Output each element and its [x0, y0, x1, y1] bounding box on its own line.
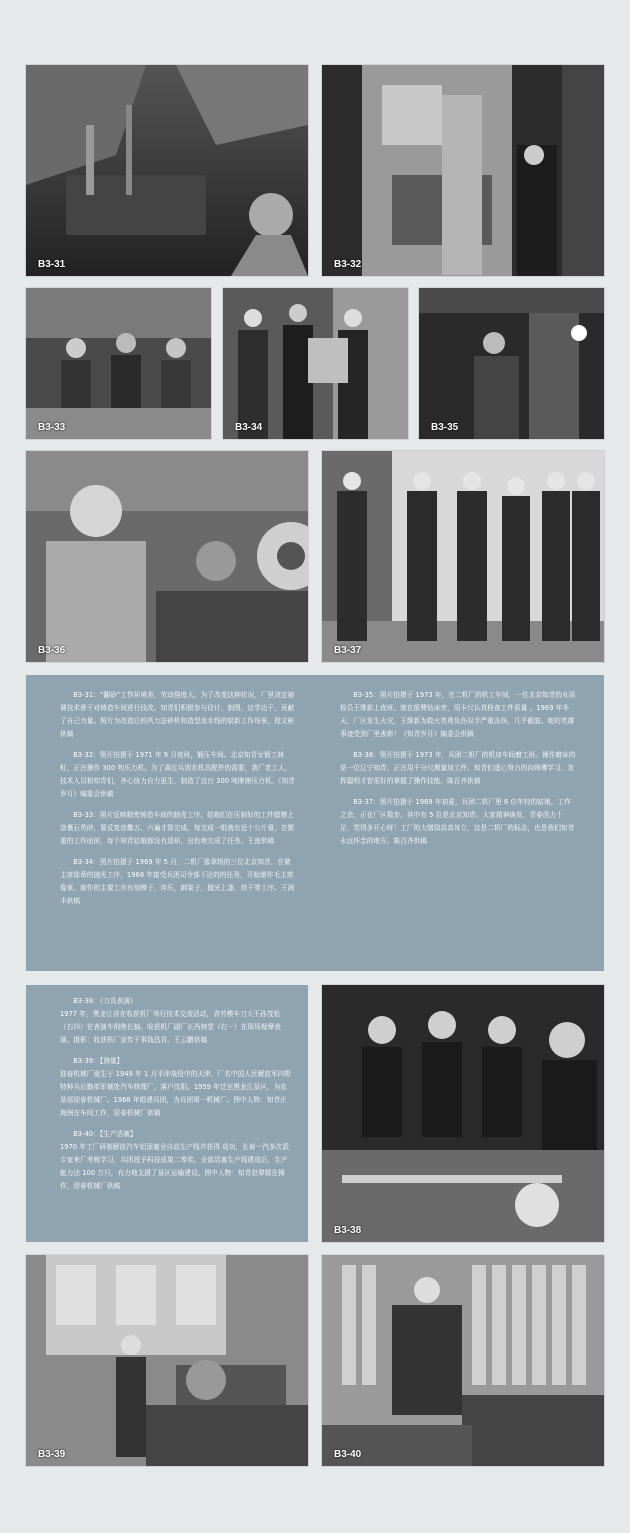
- badge-workers-image: [223, 288, 408, 439]
- photo-b3-40: [322, 1255, 604, 1466]
- photo-label: B3-40: [334, 1449, 362, 1460]
- casting-workers-image: [26, 288, 211, 439]
- caption-b3-39: [60, 1055, 292, 1120]
- photo-label: B3-36: [38, 645, 66, 656]
- caption-panel-bottom: [26, 985, 308, 1242]
- photo-b3-31: [26, 65, 308, 276]
- caption-b3-33: B3-33：照片反映精密铸造车间的制壳工序。姑娘们在压制好的工件腊模上涂裹石英砂，要反复涂撒五、六遍才算完成。每完成一组就有近十公斤重，在繁重的工作面前，每个知青姑娘都没有退却，出色地完成了任务。王南供稿: [60, 811, 295, 845]
- photo-label: B3-39: [38, 1449, 66, 1460]
- caption-b3-36: B3-36：照片拍摄于 1973 年，兵团二机厂的机加车间磨工班。操作磨床的是一位辽宁知青，正在用千分尺测量加工件。知青们虚心努力的向师傅学习，发挥聪明才智很好的掌握了操作技能。陈百齐供稿: [340, 751, 576, 785]
- caption-b3-40: [60, 1128, 292, 1193]
- forge-press-image: [322, 65, 604, 276]
- caption-b3-31: B3-31：“翻砂”工作环境差，劳动强度大。为了改变这种状况，厂里决定抽调技术骨干对铸造车间进行技改。知青们积极参与设计、制图，边学边干，贡献了自己力量。照片为改造后的风力送砂机和造型流水线的崭新工作场景。程文彬供稿: [60, 691, 295, 738]
- photo-label: B3-38: [334, 1225, 362, 1236]
- caption-b3-40-heading: B3-40：【生产活塞】: [73, 1130, 137, 1138]
- piston-production-image: [322, 1255, 604, 1466]
- caption-b3-35: B3-35：照片拍摄于 1973 年，在二机厂的机工车间，一位北京知青的女质检员王维新上夜班。她在摇臂钻床旁，用卡尺认真检查工件质量 。1969 年冬天，厂区发生火灾，王维新为救火英勇负伤双手严重冻伤，几乎截肢。她的英雄事迹受到厂里表彰！《知青岁月》编委会供稿: [340, 691, 576, 738]
- caption-b3-40-body: 1970 年工厂研制解放汽车铝顶塞全自动生产线并获得 成功，长春一汽多次派专家来厂考核学习，兵团授予科技成果二等奖。全部活塞生产线建成后，生产能力达 100 万只，有力地支援了垦区运输建设。图中人物：知青赵翠媛在操作，迎春机械厂供稿: [60, 1143, 290, 1190]
- caption-b3-38-heading: B3-38：《刀具表演》: [73, 997, 137, 1005]
- six-women-walking-image: [322, 451, 604, 662]
- caption-b3-39-heading: B3-39：【测量】: [73, 1057, 124, 1065]
- photo-b3-38: [322, 985, 604, 1242]
- photo-b3-36: [26, 451, 308, 662]
- measuring-worker-image: [26, 1255, 308, 1466]
- photo-label: B3-33: [38, 422, 66, 433]
- lathe-demonstration-image: [322, 985, 604, 1242]
- grinder-worker-image: [26, 451, 308, 662]
- foundry-worker-image: [26, 65, 308, 276]
- photo-b3-39: [26, 1255, 308, 1466]
- caption-b3-32: B3-32：照片拍摄于 1971 年 9 月夜班，锻压车间。北京知青女锻工林虹，正在操作 300 吨压力机。为了满足兵团农机具配件的需要，我厂老工人，技术人员和知青们，齐心协力自力更生，制造了这台 300 吨摩擦压力机。《知青岁月》编委会供稿: [60, 751, 295, 798]
- caption-b3-38-body: 1977 年，黑龙江省在收获机厂举行技术交流活动，省劳模车刀大王孙茂松（右四）在表演车削绝长轴。收获机厂副厂长冯树堂（右一）在现场观摩表演。摄影：收获机厂宣传干事钱昌君。王云鹏供稿: [60, 1010, 281, 1044]
- caption-b3-37: B3-37：照片拍摄于 1969 年初夏，兵团二机厂里 6 位年轻的姑娘，工作之余，正在厂区散步。其中有 5 位是北京知青。大家精神焕发，青春活力十足，笑得多开心呀！工厂的大烟筒高高耸立，这是二机厂的标志，也是我们知青永远怀念的地方。陈百齐供稿: [340, 798, 575, 845]
- caption-panel-top: [26, 675, 604, 971]
- photo-b3-37: [322, 451, 604, 662]
- photo-label: B3-31: [38, 259, 66, 270]
- photo-b3-33: [26, 288, 211, 439]
- caption-column-right: [340, 689, 576, 856]
- inspector-drill-image: [419, 288, 604, 439]
- photo-label: B3-32: [334, 259, 362, 270]
- photo-label: B3-37: [334, 645, 362, 656]
- caption-b3-34: B3-34：照片拍摄于 1969 年 5 月，二机厂像章组的三位北京知青，在做主席像章的抛光工序，1968 年接受兵团司令部下达的的任务，开始制作毛主席像章。制作的主要工序有刻模子，冲压，綁架子，抛光上漆，烘干等工序。王润丰供稿: [60, 858, 295, 905]
- photo-b3-35: [419, 288, 604, 439]
- caption-b3-39-body: 迎春机械厂诞生于 1949 年 1 月平津战役中的天津，厂名中国人民解放军四野特种兵后勤部军械处汽车修理厂，落户沈阳。1959 年迁至黑龙江垦区，为农垦部迎春机械厂。1968 年组建兵团，为兵团第一机械厂。图中人物：知青庄海洲在车间工作，迎春机械厂供稿: [60, 1070, 292, 1117]
- photo-b3-32: [322, 65, 604, 276]
- photo-label: B3-35: [431, 422, 459, 433]
- caption-column-bottom: [60, 995, 292, 1201]
- photo-b3-34: [223, 288, 408, 439]
- caption-column-left: [60, 689, 296, 916]
- caption-b3-38: [60, 995, 292, 1047]
- photo-label: B3-34: [235, 422, 263, 433]
